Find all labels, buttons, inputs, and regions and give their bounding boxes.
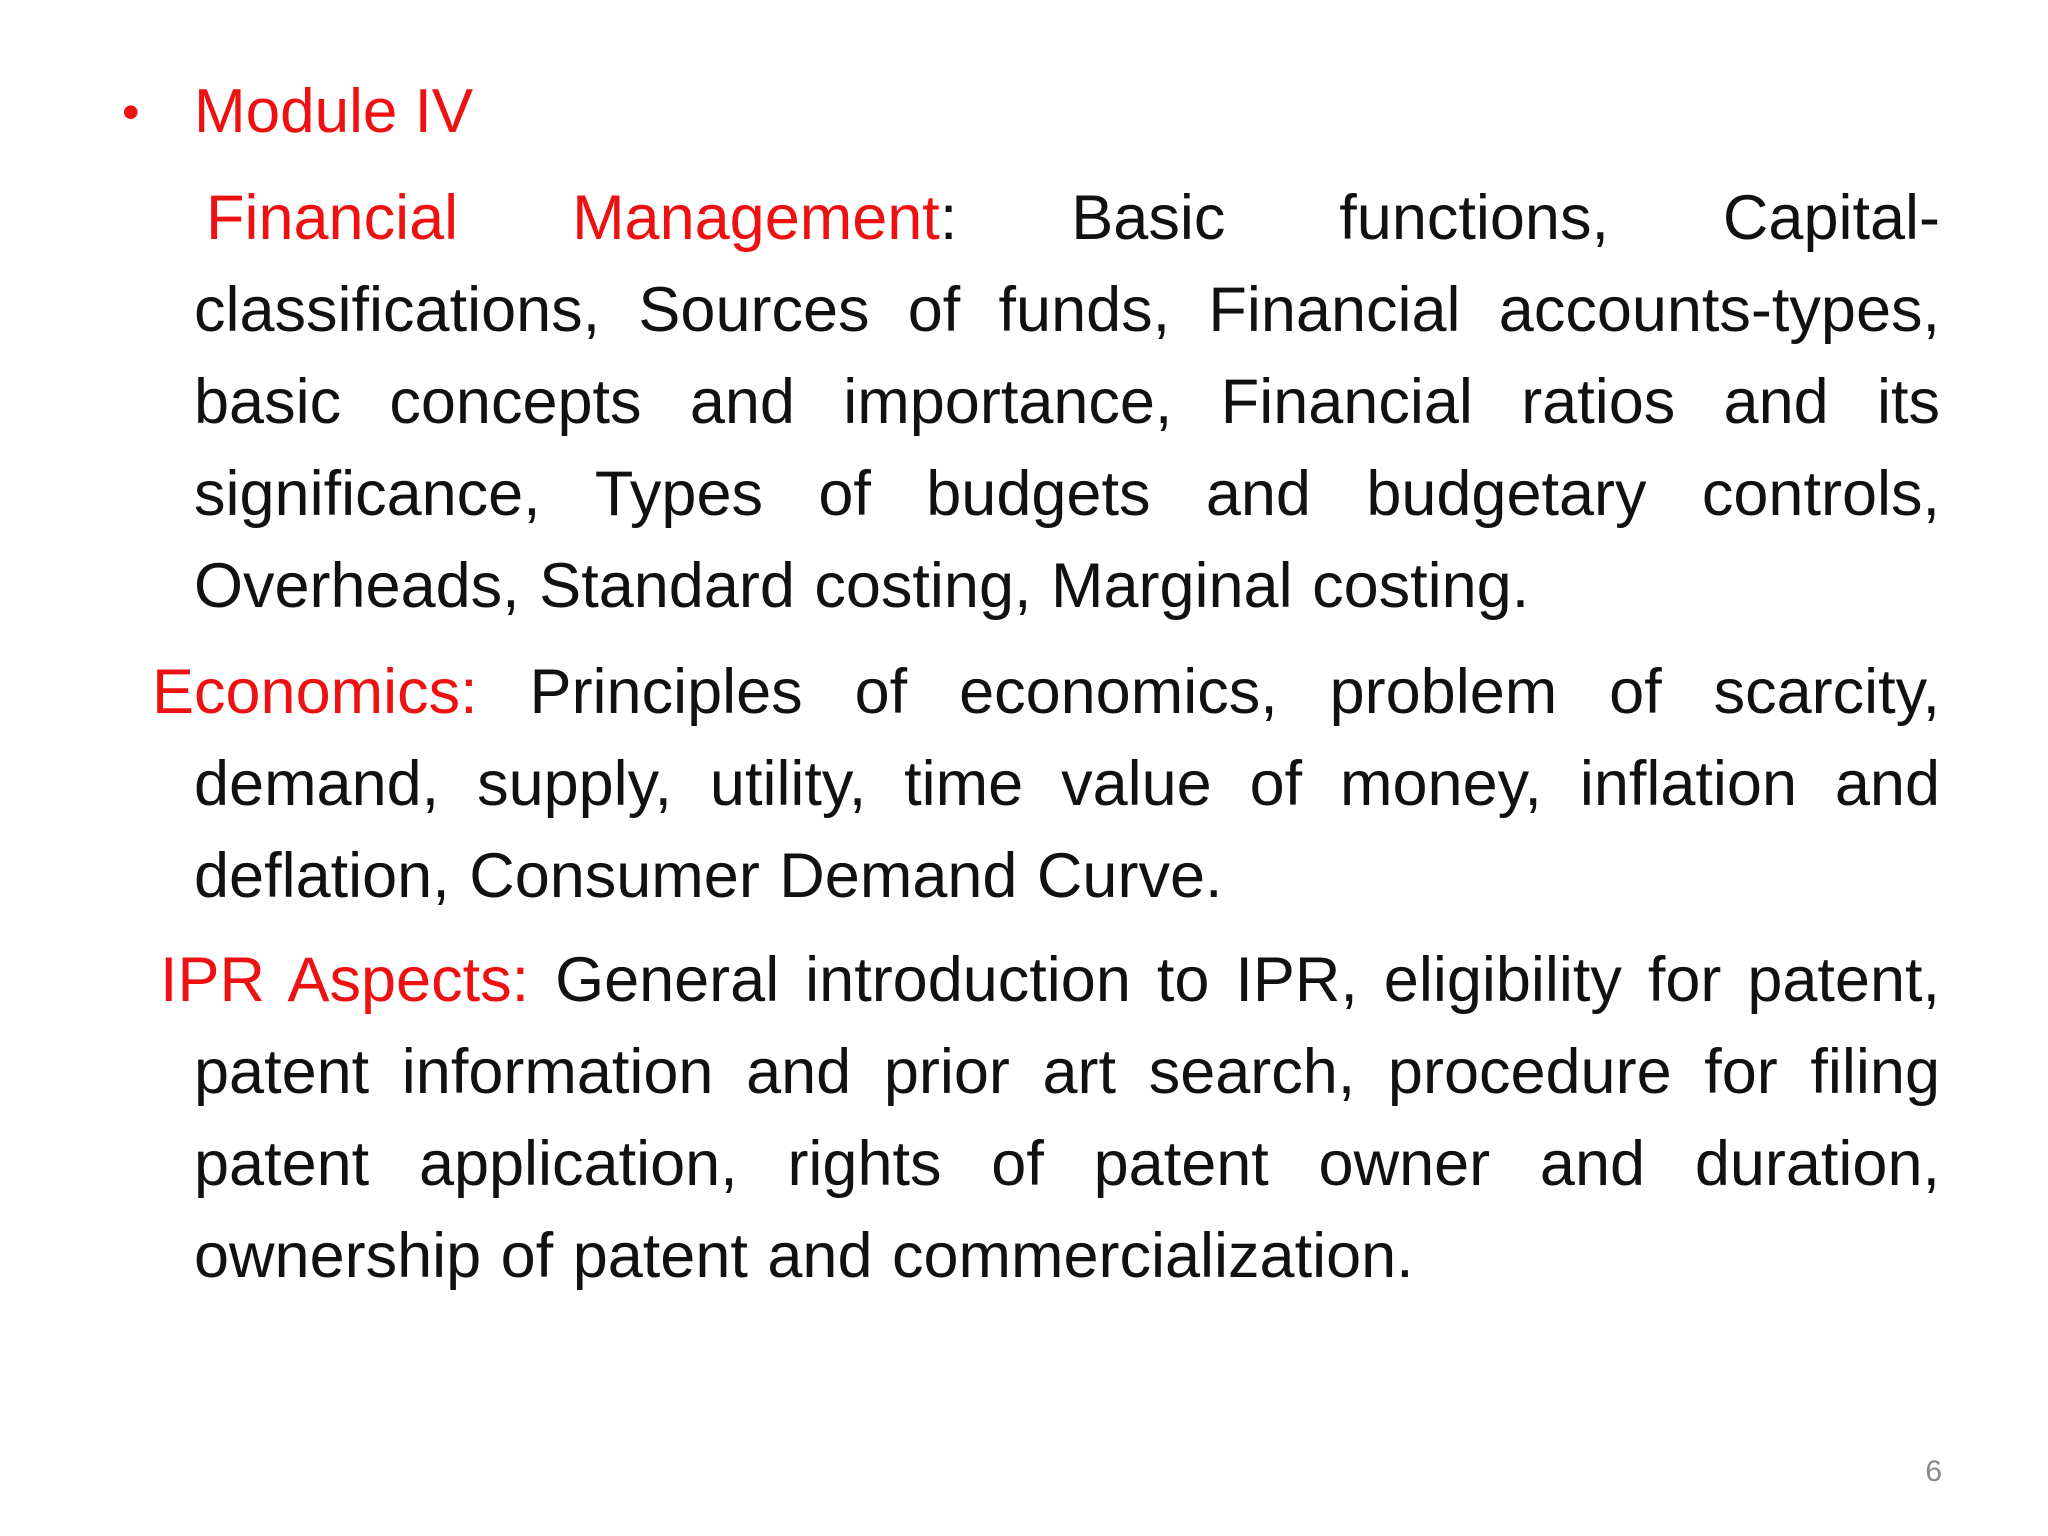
module-bullet-row bbox=[122, 70, 473, 154]
ipr-aspects-heading: IPR Aspects: bbox=[160, 945, 530, 1015]
ipr-aspects-body: General introduction to IPR, eligibility for patent, patent information and prior art search, procedure for filing patent application, rights of patent owner and duration, ownership of patent and commercialization. bbox=[194, 945, 1940, 1291]
financial-management-colon: : bbox=[939, 183, 958, 253]
economics-body: Principles of economics, problem of scarcity, demand, supply, utility, time value of money, inflation and deflation, Consumer Demand Curve. bbox=[194, 657, 1940, 911]
economics-heading: Economics: bbox=[152, 657, 478, 727]
module-title: Module IV bbox=[194, 77, 474, 146]
financial-management-heading: Financial Management bbox=[206, 183, 940, 253]
ipr-aspects-paragraph bbox=[160, 934, 1940, 1302]
financial-management-body: Basic functions, Capital-classifications, Sources of funds, Financial accounts-types, basic concepts and importance, Financial ratios and its significance, Types of budgets and budgetary controls, Overheads, Standard costing, Marginal costing. bbox=[194, 183, 1940, 621]
page-number: 6 bbox=[1925, 1455, 1942, 1488]
economics-paragraph bbox=[152, 646, 1940, 922]
financial-management-paragraph bbox=[194, 172, 1940, 632]
bullet-dot-icon: • bbox=[122, 84, 140, 140]
